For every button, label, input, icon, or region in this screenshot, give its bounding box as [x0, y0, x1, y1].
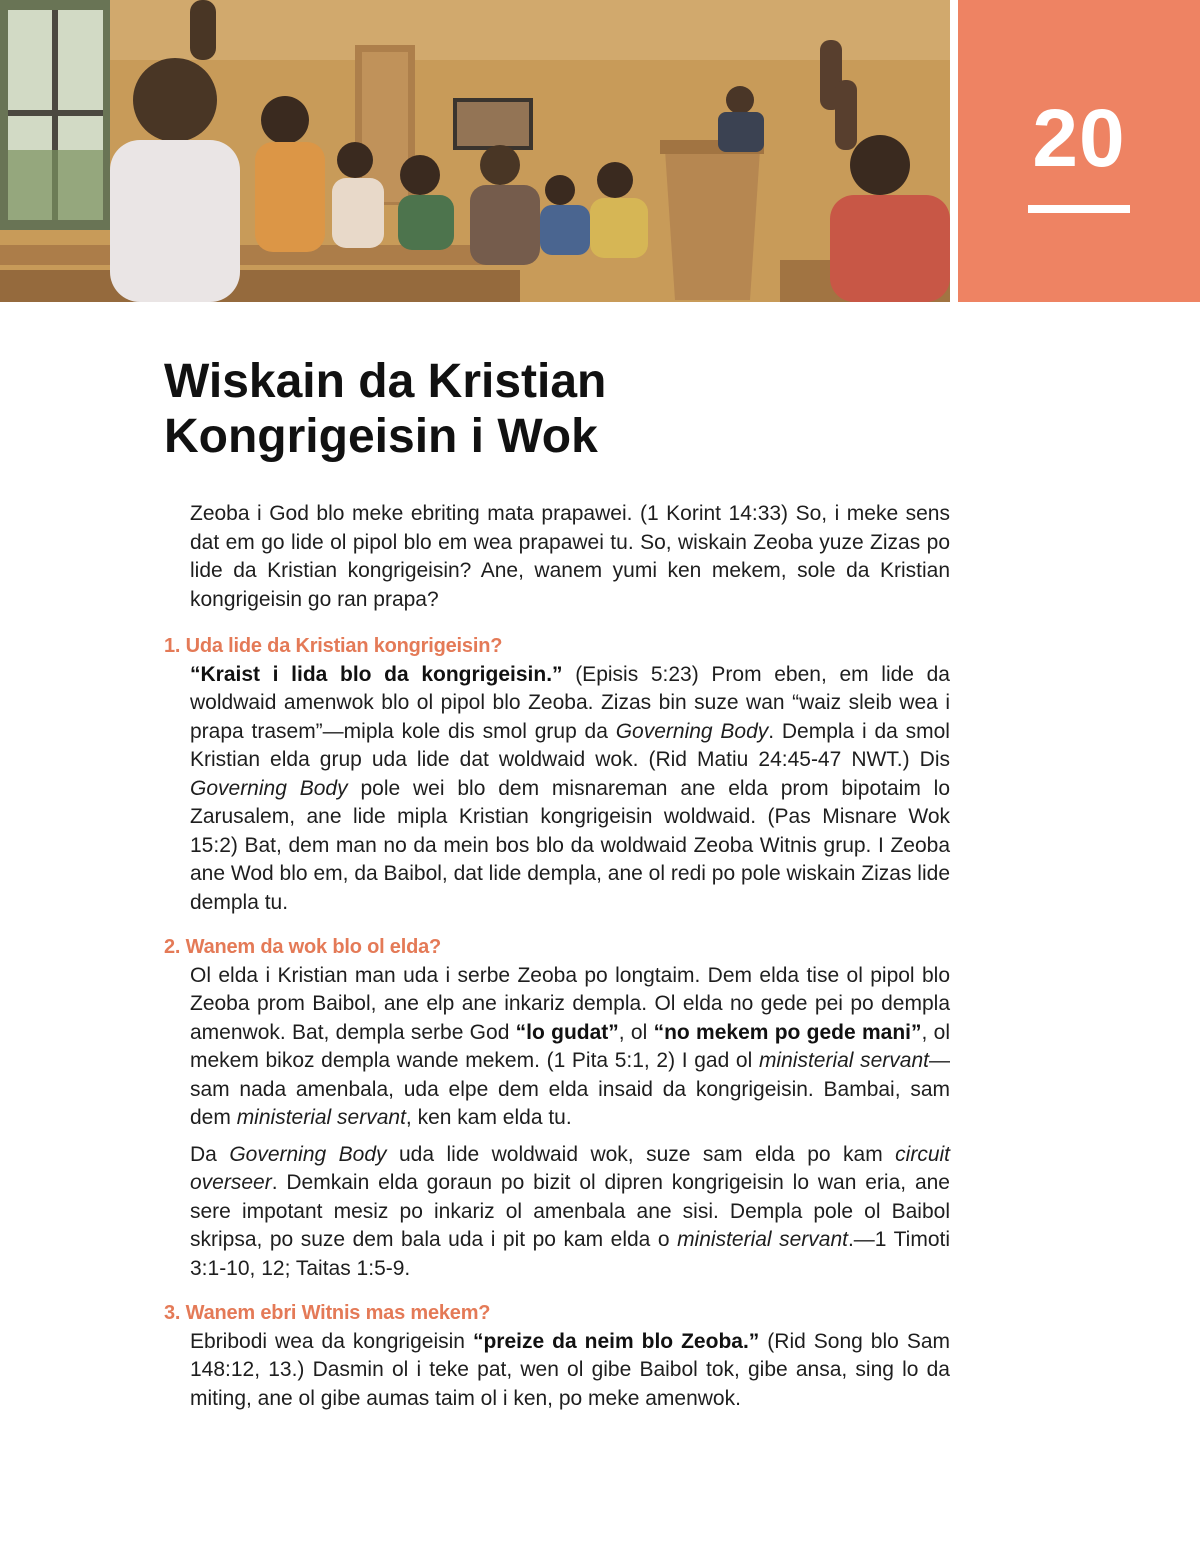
- section-1: [164, 632, 950, 917]
- paragraph-text: Ol elda i Kristian man uda i serbe Zeoba po longtaim. Dem elda tise ol pipol blo Zeoba prom Baibol, ane elp ane inkariz dempla. Ol elda no gede pei po dempla amenwok. Bat, dempla serbe God: [190, 963, 950, 1044]
- chapter-underline: [1028, 205, 1130, 213]
- section-2: [164, 933, 950, 1283]
- question-heading: 3. Wanem ebri Witnis mas mekem?: [164, 1302, 491, 1324]
- chapter-badge: [958, 0, 1200, 302]
- title-line-2: Kongrigeisin i Wok: [164, 410, 598, 463]
- paragraph-text: .—1 Timoti 3:1-10, 12; Taitas 1:5-9.: [190, 1228, 951, 1280]
- article-body: [164, 500, 950, 1429]
- bold-quote: “lo gudat”: [515, 1020, 619, 1044]
- paragraph-text: . Dempla i da smol Kristian elda grup uda lide dat woldwaid wok. (Rid Matiu 24:45-47 NWT.) Dis: [190, 719, 950, 771]
- section-paragraph: [164, 661, 950, 918]
- section-paragraph: [164, 1141, 950, 1284]
- italic-term: ministerial servant: [677, 1228, 848, 1251]
- italic-term: circuit overseer: [190, 1142, 950, 1194]
- italic-term: Governing Body: [229, 1142, 387, 1166]
- page-title: [164, 354, 924, 464]
- title-line-1: Wiskain da Kristian: [164, 355, 607, 408]
- question-heading: 2. Wanem da wok blo ol elda?: [164, 936, 442, 958]
- italic-term: Governing Body: [615, 719, 769, 743]
- paragraph-text: Ebribodi wea da kongrigeisin: [190, 1329, 473, 1353]
- paragraph-text: —sam nada amenbala, uda elpe dem elda insaid da kongrigeisin. Bambai, sam dem: [190, 1049, 950, 1129]
- section-3: [164, 1299, 950, 1413]
- section-paragraph: [164, 1328, 950, 1414]
- section-paragraph: [164, 962, 950, 1133]
- paragraph-text: . Demkain elda goraun po bizit ol dipren kongrigeisin lo wan eria, ane sere impotant mesiz po inkariz ol amenbala ane sisi. Dempla pole ol Baibol skripsa, po suze dem bala uda i pit po kam elda o: [190, 1171, 950, 1251]
- chapter-number: 20: [1032, 93, 1126, 184]
- italic-term: ministerial servant: [236, 1106, 406, 1129]
- italic-term: Governing Body: [190, 776, 348, 800]
- paragraph-text: pole wei blo dem misnareman ane elda prom bipotaim lo Zarusalem, ane lide mipla Kristian kongrigeisin woldwaid. (Pas Misnare Wok 15:2) Bat, dem man no da mein bos blo da woldwaid Zeoba Witnis grup. I Zeoba ane Wod blo em, da Baibol, dat lide dempla, ane ol redi po pole wiskain Zizas lide dempla tu.: [190, 776, 951, 914]
- header-photo: [0, 0, 950, 302]
- intro-paragraph: Zeoba i God blo meke ebriting mata prapawei. (1 Korint 14:33) So, i meke sens dat em go lide ol pipol blo em wea prapawei tu. So, wiskain Zeoba yuze Zizas po lide da Kristian kongrigeisin? Ane, wanem yumi ken mekem, sole da Kristian kongrigeisin go ran prapa?: [190, 502, 950, 611]
- bold-quote: “no mekem po gede mani”: [653, 1020, 922, 1044]
- paragraph-text: , ken kam elda tu.: [405, 1106, 572, 1129]
- paragraph-text: (Episis 5:23) Prom eben, em lide da woldwaid amenwok blo ol pipol blo Zeoba. Zizas bin suze wan “waiz sleib wea i prapa trasem”—mipla kole dis smol grup da: [190, 662, 950, 743]
- congregation-meeting-illustration: [0, 0, 950, 302]
- paragraph-text: , ol mekem bikoz dempla wande mekem. (1 Pita 5:1, 2) I gad ol: [190, 1020, 950, 1072]
- paragraph-text: uda lide woldwaid wok, suze sam elda po kam: [386, 1142, 896, 1166]
- bold-quote: “Kraist i lida blo da kongrigeisin.”: [190, 662, 563, 686]
- italic-term: ministerial servant: [758, 1049, 929, 1072]
- paragraph-text: (Rid Song blo Sam 148:12, 13.) Dasmin ol i teke pat, wen ol gibe Baibol tok, gibe ansa, sing lo da miting, ane ol gibe aumas taim ol i ken, po meke amenwok.: [190, 1329, 951, 1410]
- bold-quote: “preize da neim blo Zeoba.”: [472, 1329, 760, 1353]
- paragraph-text: , ol: [618, 1020, 654, 1044]
- question-heading: 1. Uda lide da Kristian kongrigeisin?: [164, 635, 503, 657]
- paragraph-text: Da: [190, 1142, 230, 1166]
